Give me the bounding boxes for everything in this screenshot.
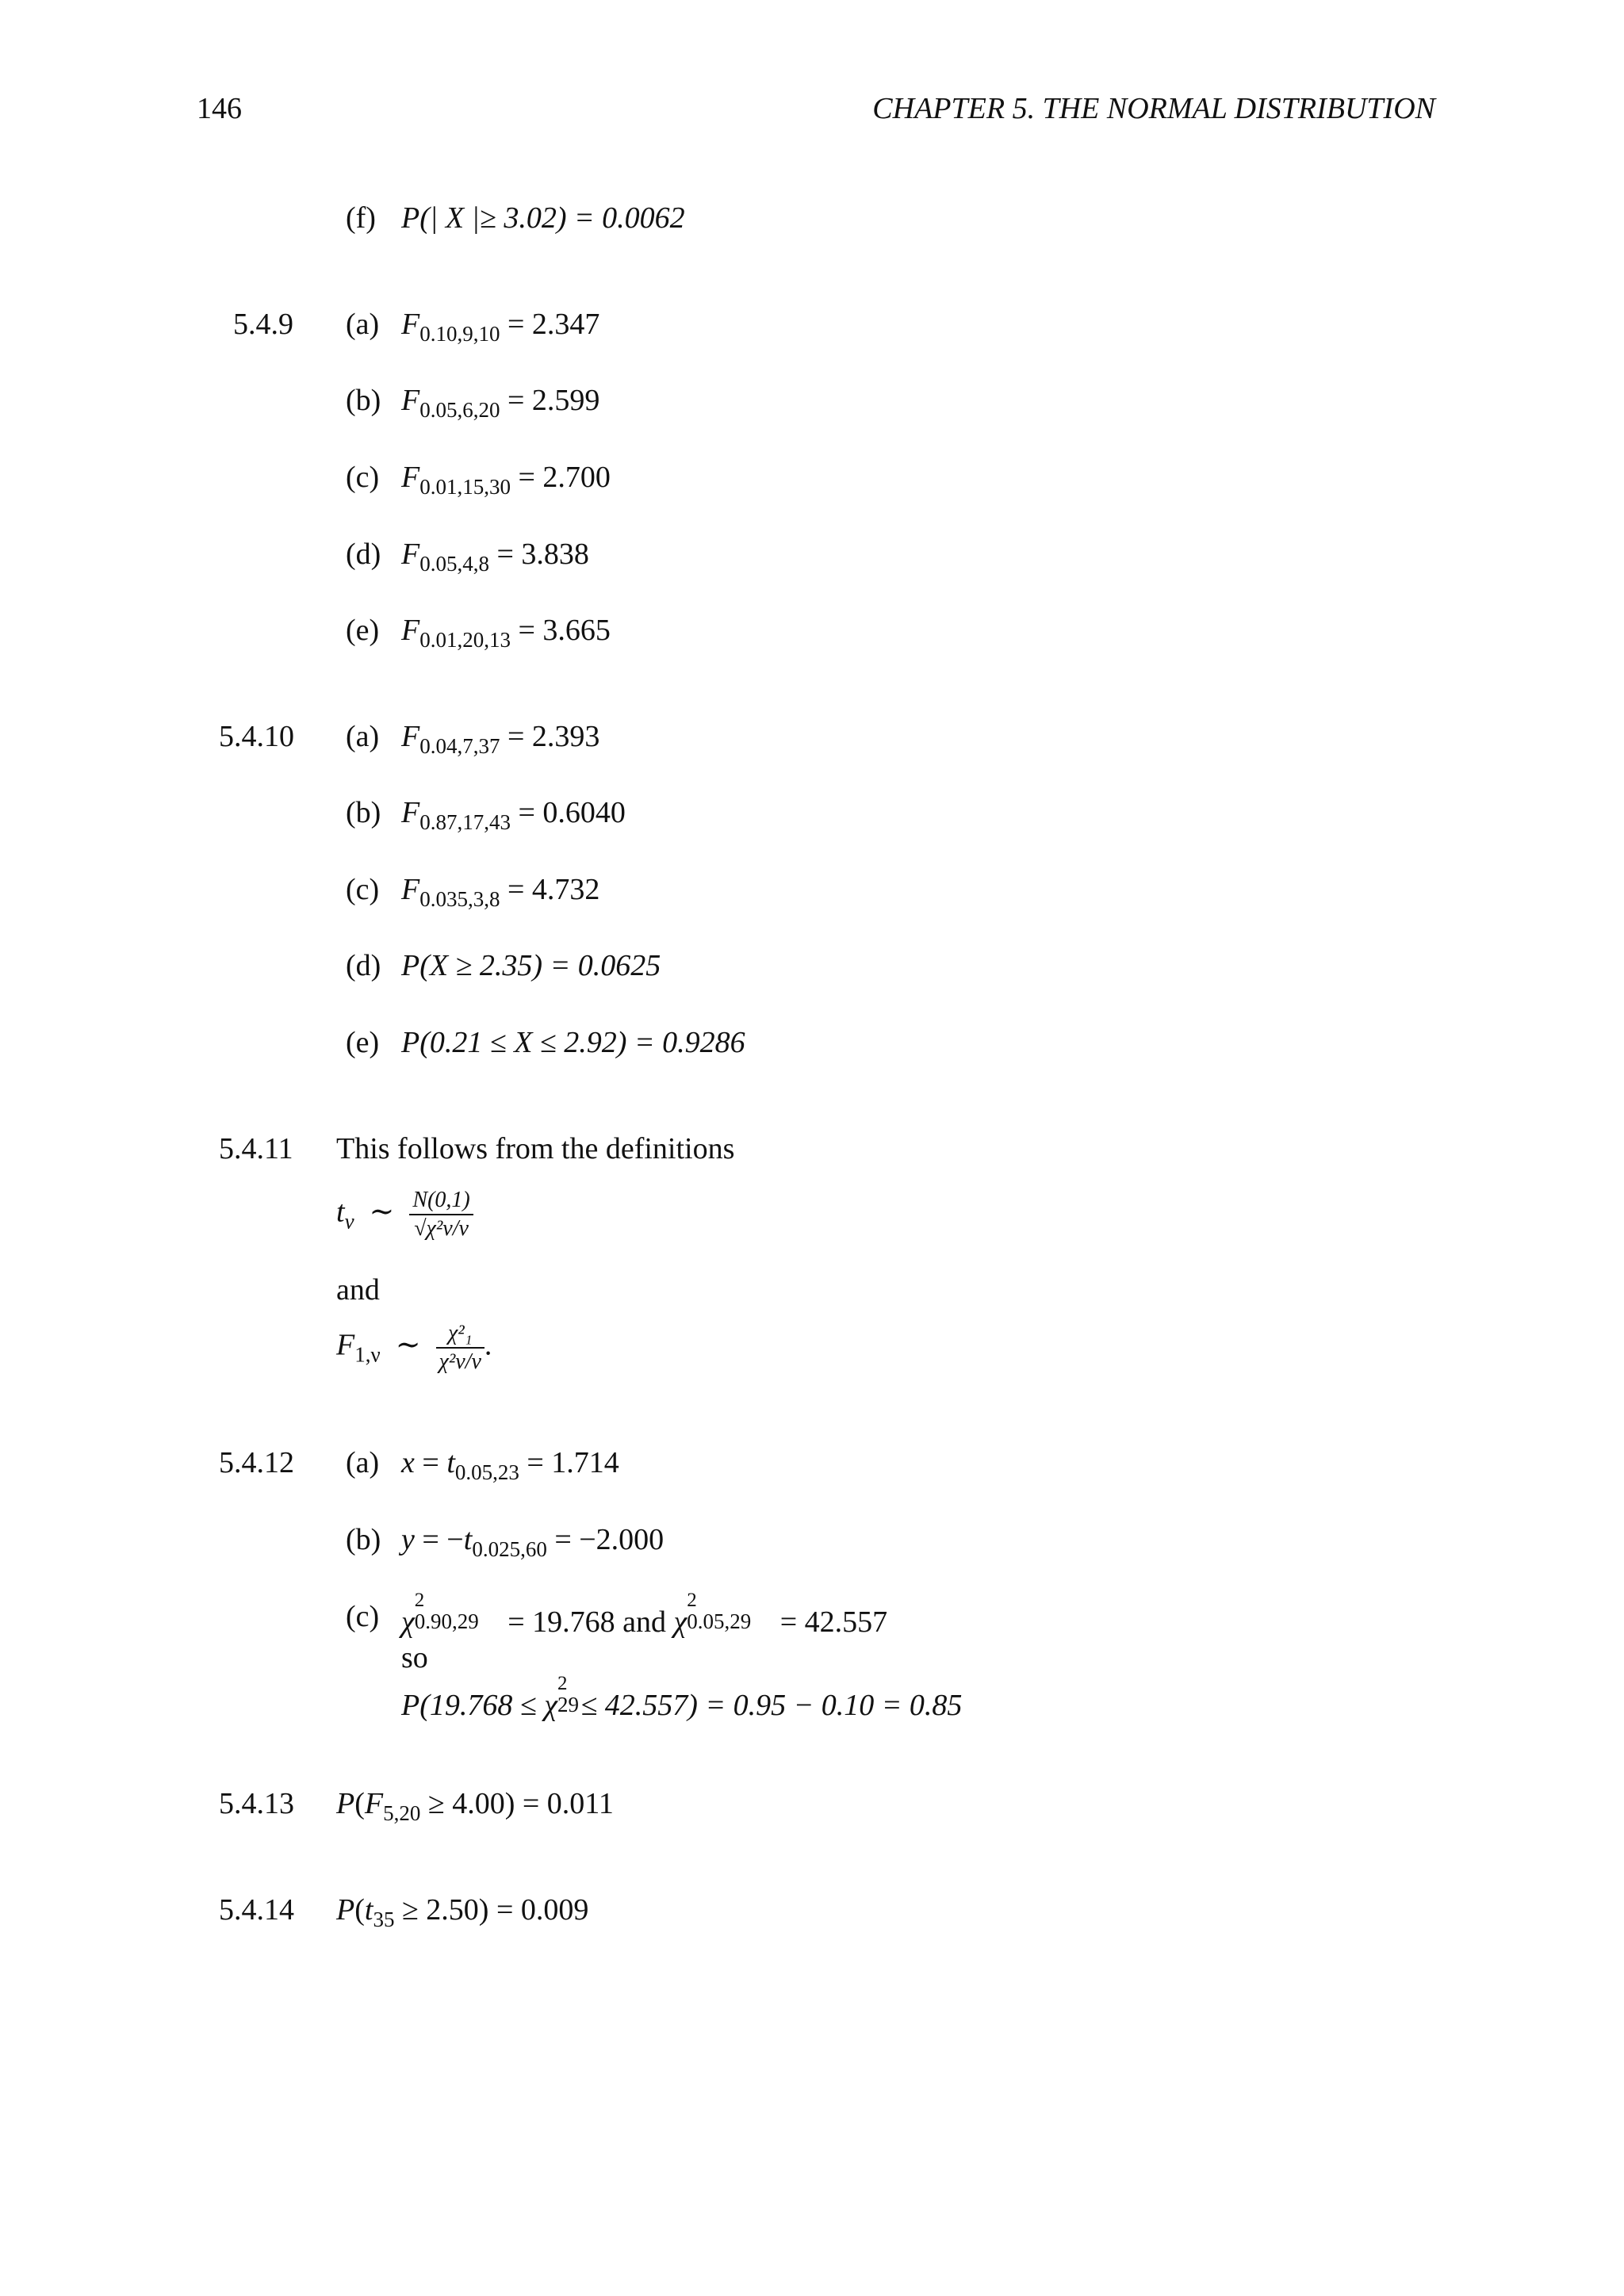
part-label: (e) xyxy=(346,1026,380,1059)
value: = 3.665 xyxy=(518,614,611,647)
running-title: CHAPTER 5. THE NORMAL DISTRIBUTION xyxy=(872,92,1435,125)
equation: $y = -t_{0.025,60} = -2.000$ xyxy=(401,1523,665,1561)
subscript: 0.05,6,20 xyxy=(419,398,500,422)
equation: P(| X |≥ 3.02) = 0.0062 xyxy=(401,201,685,235)
exercise-number: 5.4.12 xyxy=(219,1446,294,1479)
chi-scripts: 2 0.05,29 xyxy=(687,1590,752,1633)
subscript: 0.04,7,37 xyxy=(419,734,500,758)
value: = 42.557 xyxy=(779,1605,888,1639)
part-label: (c) xyxy=(346,461,380,494)
equation: $F_{0.01,15,30} = 2.700$ xyxy=(401,461,611,499)
part-label: (b) xyxy=(346,1523,381,1556)
exercise-number: 5.4.13 xyxy=(219,1787,294,1820)
equation: $P(t_{35} \ge 2.50) = 0.009$ xyxy=(336,1893,589,1931)
equation: $P(F_{5,20} \ge 4.00) = 0.011$ xyxy=(336,1787,614,1825)
subscript: 1,ν xyxy=(354,1342,381,1367)
value: = 2.599 xyxy=(507,384,600,417)
subscript: 0.05,23 xyxy=(454,1460,519,1484)
exercise-number: 5.4.9 xyxy=(233,308,293,341)
subscript: 0.87,17,43 xyxy=(419,810,511,834)
equation: $F_{0.87,17,43} = 0.6040$ xyxy=(401,796,626,834)
part-label: (a) xyxy=(346,308,380,341)
subscript: 0.05,4,8 xyxy=(419,552,489,576)
equation: χ 2 0.90,29 = 19.768 and χ 2 0.05,29 = 42.557 xyxy=(401,1590,888,1639)
equation: $F_{0.04,7,37} = 2.393$ xyxy=(401,720,600,758)
connector-text: and xyxy=(622,1605,667,1639)
denominator: √χ²ν/ν xyxy=(414,1216,469,1241)
chi-scripts: 2 0.90,29 xyxy=(414,1590,479,1633)
subscript: 0.01,20,13 xyxy=(419,628,511,652)
part-label: (e) xyxy=(346,614,380,647)
subscript: ν xyxy=(344,1209,354,1234)
numerator: χ²₁ xyxy=(436,1322,485,1349)
equation: $F_{0.035,3,8} = 4.732$ xyxy=(401,873,600,911)
value: = 19.768 xyxy=(508,1605,615,1639)
exercise-number: 5.4.14 xyxy=(219,1893,294,1927)
part-label: (b) xyxy=(346,796,381,829)
denominator: χ²ν/ν xyxy=(439,1349,481,1374)
exercise-number: 5.4.10 xyxy=(219,720,294,753)
subscript: 35 xyxy=(373,1908,395,1931)
equation: P(19.768 ≤ χ 2 29 ≤ 42.557) = 0.95 − 0.10 = 0.85 xyxy=(401,1673,963,1722)
equation: $F_{0.01,20,13} = 3.665$ xyxy=(401,614,611,652)
value: = 4.732 xyxy=(507,873,600,906)
part-label: (a) xyxy=(346,1446,380,1479)
subscript: 5,20 xyxy=(383,1801,421,1825)
fraction xyxy=(409,1189,473,1240)
connector-text: so xyxy=(401,1641,428,1674)
part-label: (b) xyxy=(346,384,381,417)
paragraph: and xyxy=(336,1273,380,1307)
equation: P(0.21 ≤ X ≤ 2.92) = 0.9286 xyxy=(401,1026,745,1059)
part-label: (d) xyxy=(346,949,381,982)
subscript: 0.10,9,10 xyxy=(419,322,500,346)
value: = 1.714 xyxy=(527,1446,619,1479)
part-label: (c) xyxy=(346,1600,380,1633)
part-label: (d) xyxy=(346,538,381,571)
page-number: 146 xyxy=(197,92,242,125)
value: = 3.838 xyxy=(496,538,589,571)
subscript: 0.035,3,8 xyxy=(419,887,500,911)
equation: $F_{0.05,6,20} = 2.599$ xyxy=(401,384,600,422)
fraction xyxy=(436,1322,485,1373)
part-label: (f) xyxy=(346,201,376,235)
value: = −2.000 xyxy=(554,1523,665,1556)
part-label: (a) xyxy=(346,720,380,753)
equation: $F_{0.05,4,8} = 3.838$ xyxy=(401,538,589,576)
equation: $x = t_{0.05,23} = 1.714$ xyxy=(401,1446,619,1484)
paragraph: This follows from the definitions xyxy=(336,1132,735,1165)
equation-f-definition: $F_{1,\nu}$ ∼ $\frac{\text{χ²₁}}{\text{χ²ν/ν}}$ . xyxy=(336,1321,492,1374)
value: = 2.700 xyxy=(518,461,611,494)
equation: P(X ≥ 2.35) = 0.0625 xyxy=(401,949,661,982)
value: = 0.6040 xyxy=(518,796,626,829)
equation-t-definition: $t_\nu$ ∼ $\frac{N(0,1)}{\text{√χ²ν/ν}}$ xyxy=(336,1189,473,1240)
numerator: N(0,1) xyxy=(409,1189,473,1215)
value: = 2.347 xyxy=(507,308,600,341)
equation: $F_{0.10,9,10} = 2.347$ xyxy=(401,308,600,346)
subscript: 0.01,15,30 xyxy=(419,475,511,499)
chi-scripts: 2 29 xyxy=(557,1673,579,1716)
part-label: (c) xyxy=(346,873,380,906)
value: = 2.393 xyxy=(507,720,600,753)
subscript: 0.025,60 xyxy=(472,1537,547,1561)
exercise-number: 5.4.11 xyxy=(219,1132,293,1165)
